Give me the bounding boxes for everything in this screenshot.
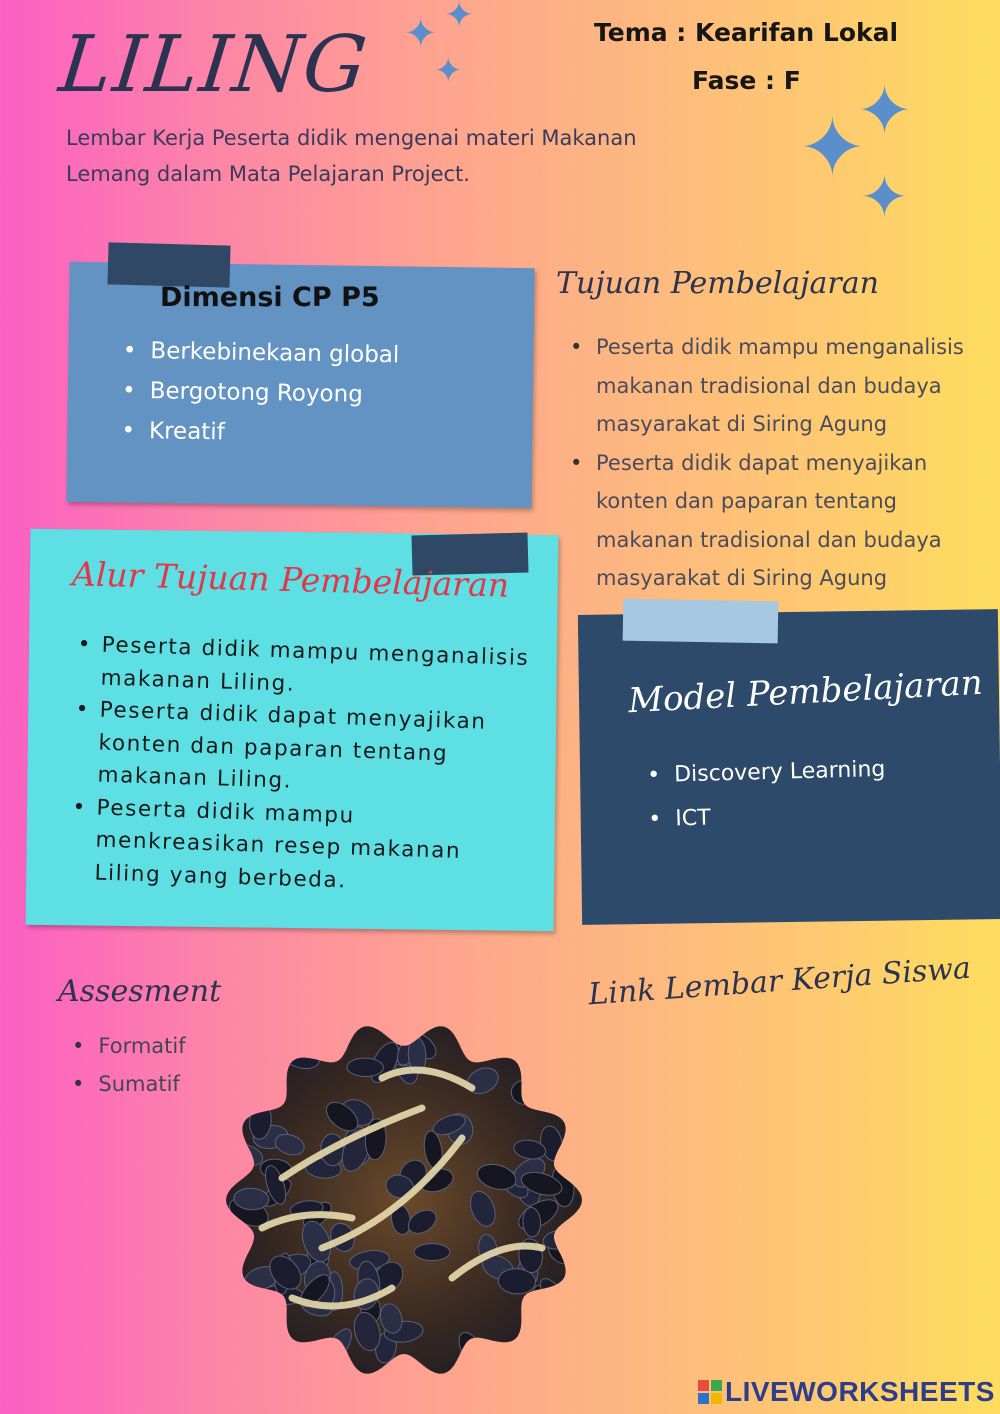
liveworksheets-brand <box>698 1376 995 1408</box>
list-item: • Berkebinekaan global <box>122 338 399 383</box>
tujuan-title: Tujuan Pembelajaran <box>556 266 879 301</box>
alur-list <box>70 629 538 903</box>
page-subtitle: Lembar Kerja Peserta didik mengenai materi Makanan Lemang dalam Mata Pelajaran Project. <box>66 126 637 186</box>
list-item: • Sumatif <box>72 1072 186 1110</box>
page-title: LILING <box>55 20 373 110</box>
liveworksheets-logo-icon <box>698 1380 722 1404</box>
tape-decoration <box>107 242 230 287</box>
sparkle-star-icon: ✦ <box>434 51 463 91</box>
list-item: • Peserta didik mampu menkreasikan resep makanan Liling yang berbeda. <box>70 791 533 903</box>
fase-label: Fase : F <box>692 66 801 95</box>
snail-shape <box>536 1314 575 1362</box>
list-item: • Peserta didik mampu menganalisis makanan Liling. <box>76 629 538 708</box>
sparkle-star-icon: ✦ <box>798 101 867 196</box>
model-list <box>647 757 887 851</box>
liling-food-image <box>222 1018 586 1382</box>
assesment-list <box>72 1034 186 1110</box>
list-item: • Peserta didik dapat menyajikan konten dan paparan tentang makanan tradisional dan budaya masyarakat di Siring Agung <box>570 444 980 598</box>
sparkle-star-icon: ✦ <box>404 11 438 57</box>
snail-shape <box>414 1244 450 1261</box>
snail-shape <box>511 1080 539 1105</box>
snail-shape <box>253 1033 289 1074</box>
sparkle-star-icon: ✦ <box>856 72 913 151</box>
sparkle-star-icon: ✦ <box>860 163 909 231</box>
snail-shape <box>282 1018 309 1059</box>
list-item: • Bergotong Royong <box>122 378 399 423</box>
brand-name: LIVEWORKSHEETS <box>725 1376 995 1407</box>
tema-label: Tema : Kearifan Lokal <box>594 18 899 47</box>
snail-shape <box>347 1058 384 1077</box>
alur-title: Alur Tujuan Pembelajaran <box>71 554 510 605</box>
snail-shape <box>253 1049 286 1071</box>
list-item: • ICT <box>648 801 887 851</box>
list-item: • Formatif <box>72 1034 186 1072</box>
snail-shape <box>529 1052 567 1082</box>
tujuan-list <box>570 328 980 598</box>
sparkle-star-icon: ✦ <box>444 0 475 36</box>
assesment-title: Assesment <box>58 974 222 1009</box>
list-item: • Discovery Learning <box>647 757 886 807</box>
list-item: • Peserta didik mampu menganalisis makanan tradisional dan budaya masyarakat di Siring Agung <box>570 328 980 444</box>
dimensi-list <box>121 338 400 463</box>
link-title: Link Lembar Kerja Siswa <box>587 950 972 1013</box>
tape-decoration <box>623 599 779 644</box>
snail-shape <box>249 1063 291 1105</box>
model-title: Model Pembelajaran <box>627 662 984 722</box>
list-item: • Peserta didik dapat menyajikan konten dan paparan tentang makanan Liling. <box>73 694 536 806</box>
dimensi-title: Dimensi CP P5 <box>160 282 380 313</box>
list-item: • Kreatif <box>121 418 398 463</box>
